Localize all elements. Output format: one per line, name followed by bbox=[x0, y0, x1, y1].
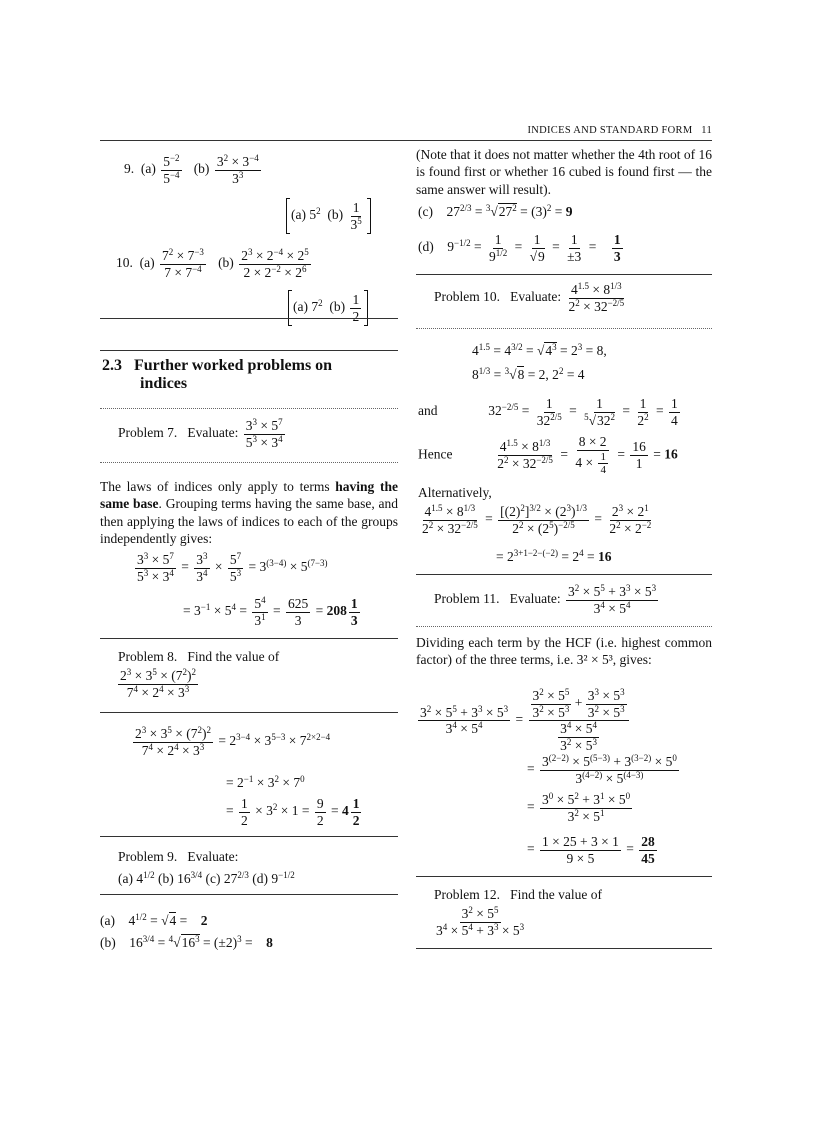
rule bbox=[100, 836, 398, 837]
note-text: (Note that it does not matter whether the 4th root of 16 is found first or whether 16 cubed is found first — the same answer will result). bbox=[416, 147, 712, 197]
rule bbox=[100, 638, 398, 639]
ex9a-fraction: $\frac{5^{-2}}{5^{-4}}$ bbox=[163, 153, 180, 186]
problem-11-answer: $\frac{28}{45}$ bbox=[641, 834, 655, 866]
rule bbox=[416, 626, 712, 627]
problem-9d-answer: $\frac{1}{3}$ bbox=[613, 232, 621, 264]
problem-10-alt-1: $\frac{4^{1.5} \times 8^{1/3}}{2^2 \times 32^{-2/5}}$ = $\frac{[(2)^2]^{3/2} \times (2^3)^{1/3}}{2^2 \times (2^5)^{-2/5}}$ = $\frac{2^3 \times 2^1}{2^2 \times 2^{-2}}$ bbox=[422, 503, 652, 536]
problem-11-working-4: = $\frac{1 \times 25 + 3 \times 1}{9 \times 5}$ = $\frac{28}{45}$ bbox=[527, 834, 655, 866]
problem-8-statement: Problem 8. Find the value of bbox=[118, 649, 280, 664]
problem-11-text: Dividing each term by the HCF (i.e. highest common factor) of the three terms, i.e. 3² × 5³, gives: bbox=[416, 635, 712, 668]
rule bbox=[416, 274, 712, 275]
rule bbox=[100, 408, 398, 409]
problem-9-parts: (a) $4^{1/2}$ (b) $16^{3/4}$ (c) $27^{2/3}$ (d) $9^{-1/2}$ bbox=[118, 870, 295, 886]
rule bbox=[100, 712, 398, 713]
exercise-10: 10. (a) $\frac{7^2 \times 7^{-3}}{7 \times 7^{-4}}$ (b) $\frac{2^3 \times 2^{-4} \times 2^5}{2 \times 2^{-2} \times 2^6}$ bbox=[116, 247, 309, 280]
rule bbox=[416, 948, 712, 949]
problem-9d: (d) $9^{-1/2}$ = $\frac{1}{9^{1/2}}$ = $\frac{1}{√9}$ = $\frac{1}{\pm 3}$ = $\frac{1}{3}$ bbox=[418, 232, 621, 264]
problem-8-expression: $\frac{2^3 \times 3^5 \times (7^2)^2}{7^4 \times 2^4 \times 3^3}$ bbox=[120, 667, 196, 700]
ex10-answer: (a) $7^2$ (b) $\frac{1}{2}$ bbox=[288, 290, 368, 326]
exercise-9: 9. (a) $\frac{5^{-2}}{5^{-4}}$ (b) $\frac{3^2 \times 3^{-4}}{3^3}$ bbox=[124, 153, 259, 186]
rule bbox=[100, 350, 398, 351]
problem-11-working-1: $\frac{3^2 \times 5^5 + 3^3 \times 5^3}{3^4 \times 5^4}$ = $\frac{3^2 \times 5^5}{3^2 \times 5^3}$ + $\frac{3^3 \times 5^3}{3^2 \times 5^3}$ $\frac{3^4 \times 5^4}{3^2 \times 5^3}$ bbox=[416, 688, 631, 753]
ex9b-fraction: $\frac{3^2 \times 3^{-4}}{3^3}$ bbox=[216, 153, 259, 186]
problem-8-working-2: = $2^{-1} \times 3^2 \times 7^0$ bbox=[226, 774, 305, 790]
problem-10-alt-2: = $2^{3+1-2-(-2)} = 2^4 = 16$ bbox=[496, 548, 612, 564]
rule bbox=[416, 328, 712, 329]
problem-7-working-1: $\frac{3^3 \times 5^7}{5^3 \times 3^4}$ = $\frac{3^3}{3^4}$ × $\frac{5^7}{5^3}$ = $3^{(3-4)} \times 5^{(7-3)}$ bbox=[137, 551, 328, 584]
problem-10-working-2: $8^{1/3} = ^3√8 = 2$, $2^2 = 4$ bbox=[472, 366, 585, 382]
rule bbox=[416, 876, 712, 877]
problem-10-working-1: $4^{1.5} = 4^{3/2} = √4^3 = 2^3 = 8$, bbox=[472, 342, 607, 358]
problem-8-working-1: $\frac{2^3 \times 3^5 \times (7^2)^2}{7^4 \times 2^4 \times 3^3}$ = $2^{3-4} \times 3^{5-3} \times 7^{2\times 2-4}$ bbox=[135, 725, 331, 758]
ex10a-fraction: $\frac{7^2 \times 7^{-3}}{7 \times 7^{-4}}$ bbox=[161, 247, 204, 280]
ex9-answer: (a) $5^2$ (b) $\frac{1}{3^5}$ bbox=[286, 198, 371, 234]
problem-7-working-2: = $3^{-1} \times 5^4$ = $\frac{5^4}{3^1}$ = $\frac{625}{3}$ = 208 $\frac{1}{3}$ bbox=[183, 595, 358, 628]
running-title: INDICES AND STANDARD FORM bbox=[527, 125, 693, 136]
running-header bbox=[527, 124, 712, 138]
problem-11-statement: Problem 11. Evaluate: $\frac{3^2 \times 5^5 + 3^3 \times 5^3}{3^4 \times 5^4}$ bbox=[434, 583, 657, 616]
problem-7-answer: 208 bbox=[326, 603, 347, 619]
page-number: 11 bbox=[701, 125, 712, 136]
problem-9c: (c) $27^{2/3} = ^3√27^2 = (3)^2 = 9$ bbox=[418, 203, 573, 219]
problem-10-working-4: Hence $\frac{4^{1.5} \times 8^{1/3}}{2^2 \times 32^{-2/5}}$ = 8 × 2 4 × $\frac{1}{4}$ = $\frac{16}{1}$ = 16 bbox=[418, 434, 678, 477]
problem-12-expression: $\frac{3^2 \times 5^5}{3^4 \times 5^4 + 3^3 \times 5^3}$ bbox=[436, 905, 525, 938]
problem-11-working-2: = $\frac{3^{(2-2)} \times 5^{(5-3)} + 3^{(3-2)} \times 5^0}{3^{(4-2)} \times 5^{(4-3)}}$ bbox=[527, 753, 677, 786]
section-heading: 2.3 Further worked problems on indices bbox=[102, 357, 333, 393]
problem-7-statement: Problem 7. Evaluate: $\frac{3^3 \times 5^7}{5^3 \times 3^4}$ bbox=[118, 417, 283, 450]
alternatively-label: Alternatively, bbox=[418, 485, 492, 500]
rule bbox=[100, 462, 398, 463]
problem-10-statement: Problem 10. Evaluate: $\frac{4^{1.5} \times 8^{1/3}}{2^2 \times 32^{-2/5}}$ bbox=[434, 281, 625, 314]
problem-10-working-3: and $32^{-2/5}$ = $\frac{1}{32^{2/5}}$ = $\frac{1}{^5√32^2}$ = $\frac{1}{2^2}$ = $\frac{1}{4}$ bbox=[418, 396, 678, 428]
problem-9-statement: Problem 9. Evaluate: bbox=[118, 849, 239, 864]
problem-8-working-3: = $\frac{1}{2}$ × $3^2 \times 1$ = $\frac{9}{2}$ = 4 $\frac{1}{2}$ bbox=[226, 796, 360, 828]
problem-9b: (b) $16^{3/4} = ^4√16^3 = (\pm 2)^3$ = 8 bbox=[100, 934, 273, 950]
rule bbox=[100, 318, 398, 319]
rule bbox=[100, 894, 398, 895]
problem-12-statement: Problem 12. Find the value of bbox=[434, 887, 602, 902]
problem-7-text: The laws of indices only apply to terms having the same base. Grouping terms having the same base, and then applying the laws of indices to each of the groups independently gives: bbox=[100, 479, 398, 546]
rule bbox=[416, 574, 712, 575]
problem-11-working-3: = $\frac{3^0 \times 5^2 + 3^1 \times 5^0}{3^2 \times 5^1}$ bbox=[527, 791, 631, 824]
problem-8-answer: 4 bbox=[341, 803, 349, 819]
header-rule bbox=[100, 140, 712, 141]
ex10b-fraction: $\frac{2^3 \times 2^{-4} \times 2^5}{2 \times 2^{-2} \times 2^6}$ bbox=[241, 247, 309, 280]
problem-9a: (a) $4^{1/2} = √4$ = 2 bbox=[100, 912, 208, 928]
